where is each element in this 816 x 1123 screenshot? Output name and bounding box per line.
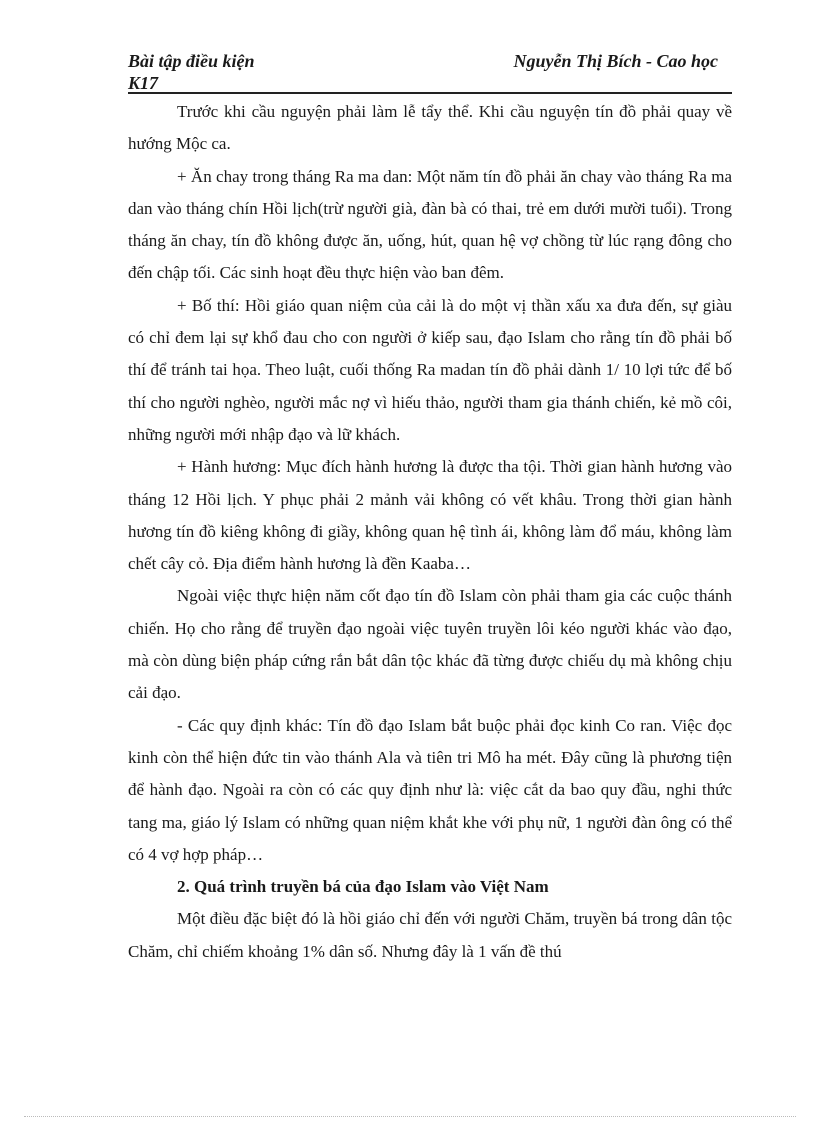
paragraph: Ngoài việc thực hiện năm cốt đạo tín đồ Islam còn phải tham gia các cuộc thánh chiến. Họ cho rằng để truyền đạo ngoài việc tuyên truyền lôi kéo người khác vào đạo, mà còn dùng biện pháp cứng rắn bắt dân tộc khác đã từng được chiếu dụ mà không chịu cải đạo. bbox=[128, 586, 732, 703]
section-heading: 2. Quá trình truyền bá của đạo Islam vào Việt Nam bbox=[177, 877, 549, 897]
document-body bbox=[128, 96, 732, 968]
paragraph: - Các quy định khác: Tín đồ đạo Islam bắt buộc phải đọc kinh Co ran. Việc đọc kinh còn thể hiện đức tin vào thánh Ala và tiên tri Mô ha mét. Đây cũng là phương tiện để hành đạo. Ngoài ra còn có các quy định như là: việc cắt da bao quy đầu, nghi thức tang ma, giáo lý Islam có những quan niệm khắt khe với phụ nữ, 1 người đàn ông có thể có 4 vợ hợp pháp… bbox=[128, 715, 732, 864]
paragraph: + Bố thí: Hồi giáo quan niệm của cải là do một vị thần xấu xa đưa đến, sự giàu có chỉ đem lại sự khổ đau cho con người ở kiếp sau, đạo Islam cho rằng tín đồ phải bố thí để tránh tai họa. Theo luật, cuối thống Ra madan tín đồ phải dành 1/ 10 lợi tức để bố thí cho người nghèo, người mắc nợ vì hiếu thảo, người tham gia thánh chiến, kẻ mồ côi, những người mới nhập đạo và lữ khách. bbox=[128, 295, 732, 444]
header-continuation: K17 bbox=[128, 73, 159, 93]
header-rule bbox=[128, 92, 732, 94]
paragraph: + Ăn chay trong tháng Ra ma dan: Một năm tín đồ phải ăn chay vào tháng Ra ma dan vào tháng chín Hồi lịch(trừ người già, đàn bà có thai, trẻ em dưới mười tuổi). Trong tháng ăn chay, tín đồ không được ăn, uống, hút, quan hệ vợ chồng từ lúc rạng đông cho đến chập tối. Các sinh hoạt đều thực hiện vào ban đêm. bbox=[128, 166, 732, 283]
paragraph: Một điều đặc biệt đó là hồi giáo chỉ đến với người Chăm, truyền bá trong dân tộc Chăm, chỉ chiếm khoảng 1% dân số. Nhưng đây là 1 vấn đề thú bbox=[128, 909, 732, 961]
footer-dotted-line bbox=[24, 1116, 796, 1117]
header-right: Nguyễn Thị Bích - Cao học bbox=[513, 51, 718, 71]
paragraph: + Hành hương: Mục đích hành hương là được tha tội. Thời gian hành hương vào tháng 12 Hồi lịch. Y phục phải 2 mảnh vải không có vết khâu. Trong thời gian hành hương tín đồ kiêng không đi giầy, không quan hệ tình ái, không làm đổ máu, không làm chết cây cỏ. Địa điểm hành hương là đền Kaaba… bbox=[128, 457, 732, 574]
header-left: Bài tập điều kiện bbox=[128, 51, 255, 71]
paragraph: Trước khi cầu nguyện phải làm lễ tẩy thể. Khi cầu nguyện tín đồ phải quay về hướng Mộc ca. bbox=[128, 102, 732, 154]
